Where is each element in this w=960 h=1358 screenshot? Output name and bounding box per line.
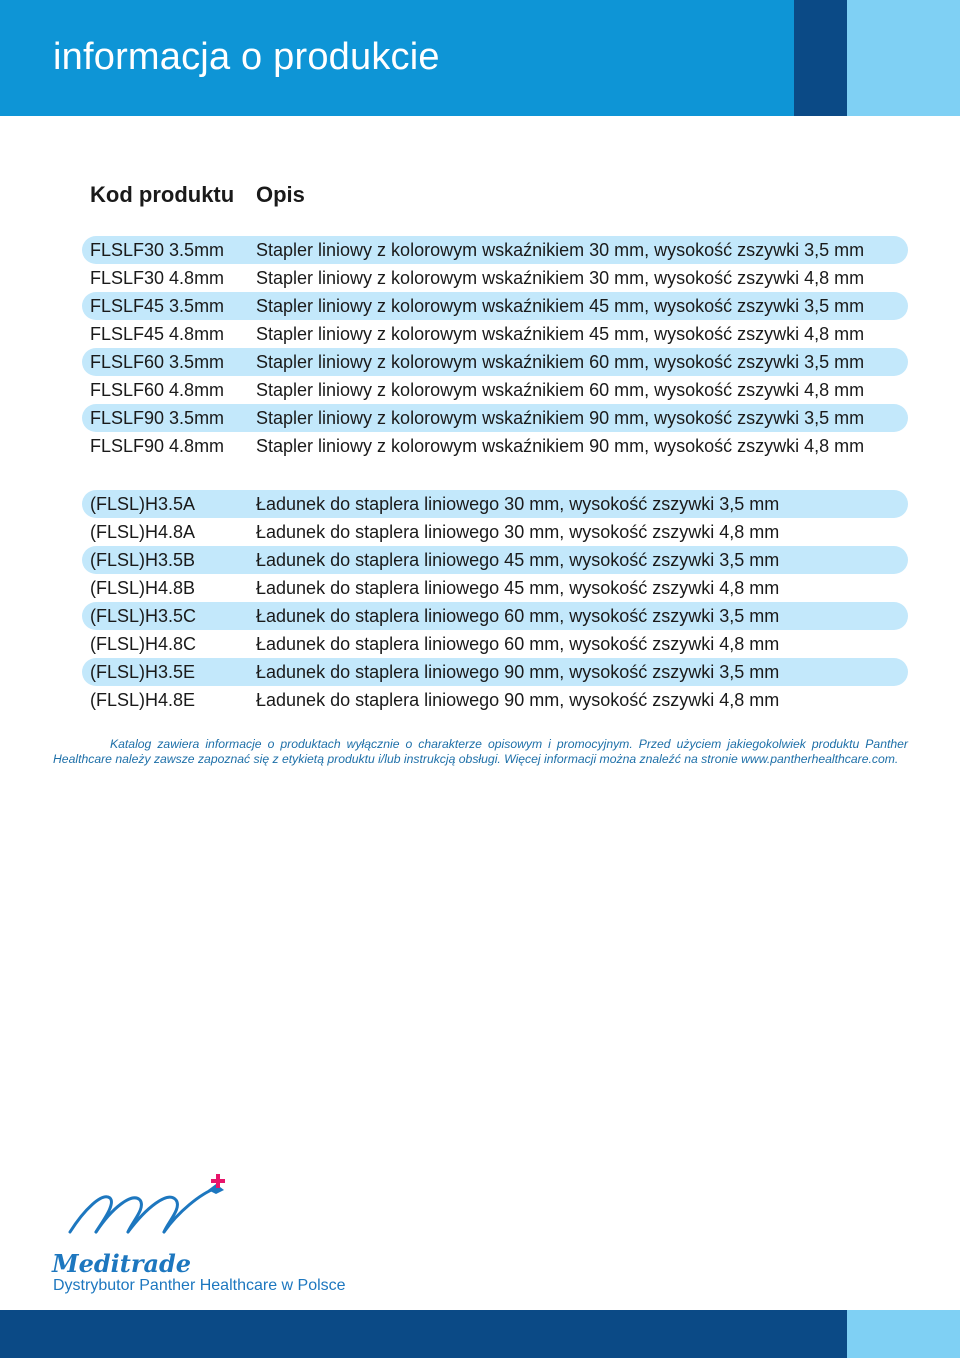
product-description: Ładunek do staplera liniowego 90 mm, wysokość zszywki 3,5 mm xyxy=(256,662,780,682)
product-description: Stapler liniowy z kolorowym wskaźnikiem 45 mm, wysokość zszywki 3,5 mm xyxy=(256,296,865,316)
product-description: Ładunek do staplera liniowego 45 mm, wysokość zszywki 4,8 mm xyxy=(256,578,780,598)
header-stripe-light xyxy=(847,0,960,116)
product-description: Stapler liniowy z kolorowym wskaźnikiem 45 mm, wysokość zszywki 4,8 mm xyxy=(256,324,865,344)
table-row xyxy=(82,630,908,658)
product-code: FLSLF90 3.5mm xyxy=(90,408,225,428)
reload-product-list xyxy=(82,490,908,714)
table-row xyxy=(82,292,908,320)
footer-stripe-light xyxy=(847,1310,960,1358)
product-code: (FLSL)H4.8E xyxy=(90,690,196,710)
table-row xyxy=(82,376,908,404)
cross-icon xyxy=(211,1174,225,1188)
product-code: (FLSL)H4.8A xyxy=(90,522,196,542)
product-description: Ładunek do staplera liniowego 90 mm, wysokość zszywki 4,8 mm xyxy=(256,690,780,710)
product-code: FLSLF30 4.8mm xyxy=(90,268,225,288)
header-banner xyxy=(0,0,960,116)
product-description: Ładunek do staplera liniowego 30 mm, wysokość zszywki 4,8 mm xyxy=(256,522,780,542)
product-code: FLSLF90 4.8mm xyxy=(90,436,225,456)
product-code: FLSLF60 3.5mm xyxy=(90,352,225,372)
product-description: Ładunek do staplera liniowego 30 mm, wysokość zszywki 3,5 mm xyxy=(256,494,780,514)
product-description: Ładunek do staplera liniowego 60 mm, wysokość zszywki 4,8 mm xyxy=(256,634,780,654)
page-title: informacja o produkcie xyxy=(53,36,440,78)
product-description: Ładunek do staplera liniowego 60 mm, wysokość zszywki 3,5 mm xyxy=(256,606,780,626)
table-row xyxy=(82,686,908,714)
table-row xyxy=(82,518,908,546)
logo-wordmark: Meditrade xyxy=(52,1249,192,1278)
product-code: FLSLF45 3.5mm xyxy=(90,296,225,316)
product-code: (FLSL)H3.5C xyxy=(90,606,197,626)
table-row xyxy=(82,236,908,264)
header-stripe-dark xyxy=(794,0,847,116)
column-header-code: Kod produktu xyxy=(90,182,235,207)
column-header-description: Opis xyxy=(256,182,305,207)
table-row xyxy=(82,574,908,602)
product-description: Stapler liniowy z kolorowym wskaźnikiem 30 mm, wysokość zszywki 4,8 mm xyxy=(256,268,865,288)
meditrade-logo-icon xyxy=(50,1170,260,1280)
product-code: FLSLF45 4.8mm xyxy=(90,324,225,344)
table-row xyxy=(82,546,908,574)
table-row xyxy=(82,490,908,518)
product-code: (FLSL)H3.5A xyxy=(90,494,196,514)
product-code: FLSLF30 3.5mm xyxy=(90,240,225,260)
table-row xyxy=(82,658,908,686)
product-description: Stapler liniowy z kolorowym wskaźnikiem 90 mm, wysokość zszywki 3,5 mm xyxy=(256,408,865,428)
footer-band xyxy=(0,1310,960,1358)
product-code: (FLSL)H3.5E xyxy=(90,662,196,682)
product-description: Stapler liniowy z kolorowym wskaźnikiem 60 mm, wysokość zszywki 3,5 mm xyxy=(256,352,865,372)
product-code: FLSLF60 4.8mm xyxy=(90,380,225,400)
table-row xyxy=(82,404,908,432)
stapler-product-list xyxy=(82,236,908,460)
product-description: Stapler liniowy z kolorowym wskaźnikiem 30 mm, wysokość zszywki 3,5 mm xyxy=(256,240,865,260)
product-description: Stapler liniowy z kolorowym wskaźnikiem 60 mm, wysokość zszywki 4,8 mm xyxy=(256,380,865,400)
table-row xyxy=(82,264,908,292)
product-code: (FLSL)H3.5B xyxy=(90,550,196,570)
table-row xyxy=(82,320,908,348)
disclaimer-text: Katalog zawiera informacje o produktach wyłącznie o charakterze opisowym i promocyjnym. Przed użyciem jakiegokolwiek produktu Panther Healthcare należy zawsze zapoznać się z etykietą produktu i/lub instrukcją obsługi. Więcej informacji można znaleźć na stronie www.pantherhealthcare.com. xyxy=(53,737,908,766)
table-row xyxy=(82,602,908,630)
product-code: (FLSL)H4.8C xyxy=(90,634,197,654)
product-description: Ładunek do staplera liniowego 45 mm, wysokość zszywki 3,5 mm xyxy=(256,550,780,570)
table-row xyxy=(82,348,908,376)
table-row xyxy=(82,432,908,460)
product-code: (FLSL)H4.8B xyxy=(90,578,196,598)
distributor-tagline: Dystrybutor Panther Healthcare w Polsce xyxy=(53,1277,346,1294)
product-description: Stapler liniowy z kolorowym wskaźnikiem 90 mm, wysokość zszywki 4,8 mm xyxy=(256,436,865,456)
